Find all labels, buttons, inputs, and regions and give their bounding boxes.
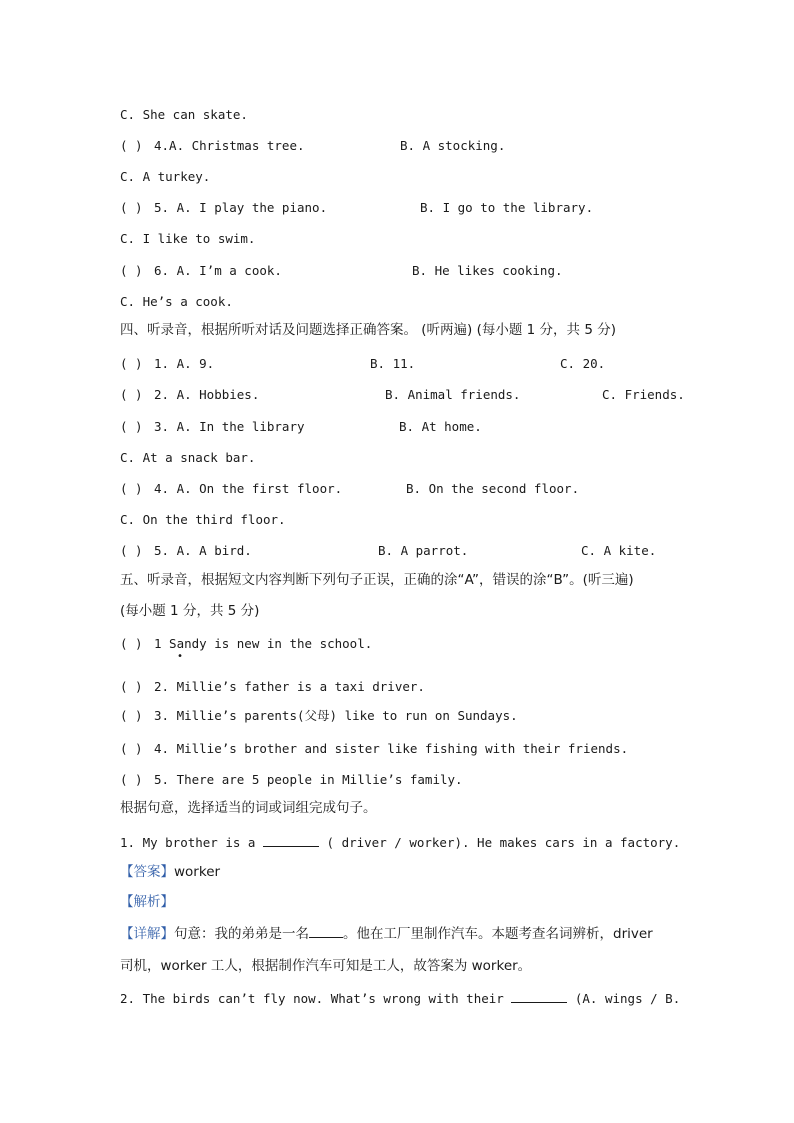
option-a: 6. A. I’m a cook. bbox=[154, 263, 282, 278]
statement-row bbox=[120, 741, 628, 757]
answer-bracket: ( ) bbox=[120, 356, 143, 371]
statement-row bbox=[120, 772, 463, 788]
answer-bracket: ( ) bbox=[120, 543, 143, 558]
statement-row bbox=[120, 679, 425, 695]
detail-text: 。他在工厂里制作汽车。本题考查名词辨析，driver bbox=[343, 926, 653, 942]
option-b: B. 11. bbox=[370, 356, 416, 371]
question-row bbox=[120, 200, 594, 216]
answer-bracket: ( ) bbox=[120, 200, 143, 215]
option-a: 4.A. Christmas tree. bbox=[154, 138, 305, 153]
option-a: 5. A. I play the piano. bbox=[154, 200, 328, 215]
fill-question bbox=[120, 835, 680, 851]
answer-text: worker bbox=[174, 864, 221, 880]
emphasis-dot: • bbox=[177, 651, 184, 662]
question-row bbox=[120, 356, 606, 372]
option-a: 1. A. 9. bbox=[154, 356, 215, 371]
option-c: C. A kite. bbox=[581, 543, 657, 558]
option-a: 5. A. A bird. bbox=[154, 543, 252, 558]
option-a: 4. A. On the first floor. bbox=[154, 481, 343, 496]
detail-blank bbox=[309, 926, 343, 938]
option-c: C. 20. bbox=[560, 356, 606, 371]
question-text: (A. wings / B. bbox=[574, 991, 681, 1006]
option-b: B. At home. bbox=[399, 419, 482, 434]
statement-row bbox=[120, 708, 518, 724]
question-text: 1. My brother is a bbox=[120, 835, 256, 850]
answer-bracket: ( ) bbox=[120, 263, 143, 278]
question-text: 2. The birds can’t fly now. What’s wrong with their bbox=[120, 991, 504, 1006]
detail-tag: 【详解】 bbox=[120, 926, 174, 942]
answer-line bbox=[120, 864, 220, 880]
answer-bracket: ( ) bbox=[120, 741, 143, 756]
question-row bbox=[120, 387, 685, 403]
answer-bracket: ( ) bbox=[120, 708, 143, 723]
answer-bracket: ( ) bbox=[120, 419, 143, 434]
option-b: B. I go to the library. bbox=[420, 200, 594, 215]
question-row bbox=[120, 263, 563, 279]
answer-tag: 【答案】 bbox=[120, 864, 174, 880]
statement-text: 4. Millie’s brother and sister like fishing with their friends. bbox=[154, 741, 629, 756]
option-line: C. I like to swim. bbox=[120, 231, 256, 246]
option-c: C. At a snack bar. bbox=[120, 450, 256, 465]
answer-bracket: ( ) bbox=[120, 679, 143, 694]
answer-bracket: ( ) bbox=[120, 138, 143, 153]
option-b: B. Animal friends. bbox=[385, 387, 521, 402]
fill-question bbox=[120, 991, 680, 1007]
option-b: B. A stocking. bbox=[400, 138, 506, 153]
option-line: C. He’s a cook. bbox=[120, 294, 233, 309]
detail-line: 司机，worker 工人，根据制作汽车可知是工人，故答案为 worker。 bbox=[120, 958, 532, 974]
analysis-tag: 【解析】 bbox=[120, 894, 174, 910]
option-c: C. On the third floor. bbox=[120, 512, 286, 527]
option-b: B. On the second floor. bbox=[406, 481, 580, 496]
answer-blank bbox=[511, 991, 567, 1003]
statement-text: 1 Sandy is new in the school. bbox=[154, 636, 373, 651]
section-heading: 五、听录音，根据短文内容判断下列句子正误，正确的涂“A”，错误的涂“B”。(听三遍) bbox=[120, 572, 634, 588]
option-line: C. She can skate. bbox=[120, 107, 248, 122]
statement-text: 3. Millie’s parents(父母) like to run on Sundays. bbox=[154, 708, 518, 723]
option-line: C. A turkey. bbox=[120, 169, 211, 184]
answer-bracket: ( ) bbox=[120, 636, 143, 651]
option-b: B. He likes cooking. bbox=[412, 263, 563, 278]
option-a: 2. A. Hobbies. bbox=[154, 387, 260, 402]
question-row bbox=[120, 543, 657, 559]
answer-bracket: ( ) bbox=[120, 772, 143, 787]
statement-text: 2. Millie’s father is a taxi driver. bbox=[154, 679, 425, 694]
statement-text: 5. There are 5 people in Millie’s family. bbox=[154, 772, 463, 787]
question-row bbox=[120, 138, 506, 154]
statement-row bbox=[120, 636, 372, 652]
question-text: ( driver / worker). He makes cars in a factory. bbox=[326, 835, 681, 850]
section-heading-score: (每小题 1 分，共 5 分) bbox=[120, 603, 260, 619]
answer-blank bbox=[263, 835, 319, 847]
question-row bbox=[120, 481, 580, 497]
option-b: B. A parrot. bbox=[378, 543, 469, 558]
option-a: 3. A. In the library bbox=[154, 419, 305, 434]
answer-bracket: ( ) bbox=[120, 387, 143, 402]
question-row bbox=[120, 419, 482, 435]
option-c: C. Friends. bbox=[602, 387, 685, 402]
detail-text: 句意：我的弟弟是一名 bbox=[174, 926, 309, 942]
answer-bracket: ( ) bbox=[120, 481, 143, 496]
detail-line bbox=[120, 926, 653, 942]
section-heading: 四、听录音，根据所听对话及问题选择正确答案。 (听两遍) (每小题 1 分，共 5 分) bbox=[120, 322, 616, 338]
section-heading: 根据句意，选择适当的词或词组完成句子。 bbox=[120, 800, 377, 816]
